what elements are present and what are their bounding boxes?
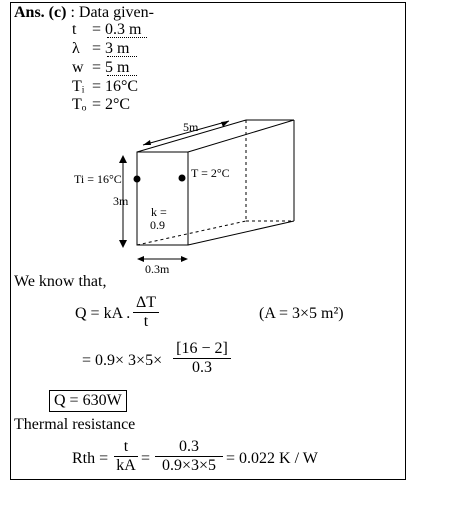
length-arrow-left	[143, 140, 151, 145]
eq2-left: = 0.9× 3×5×	[82, 352, 163, 369]
rth-left: Rth =	[72, 450, 109, 467]
rth-equals: =	[141, 450, 151, 467]
given-lambda-val: = 3 m	[92, 40, 130, 57]
rth-fraction-1	[114, 438, 138, 475]
given-lambda-sym: λ	[72, 40, 80, 57]
eq1-left: Q = kA .	[75, 305, 131, 322]
eq1-fraction	[133, 294, 159, 331]
rth-denominator-2: 0.9×3×5	[155, 456, 223, 475]
thickness-arrow-left	[137, 256, 144, 262]
result-box: Q = 630W	[49, 390, 127, 412]
eq2-fraction	[173, 340, 231, 377]
outer-temp-point	[179, 175, 186, 182]
given-t-val: = 0.3 m	[92, 21, 142, 38]
given-to-sym: Tₒ	[72, 96, 87, 113]
eq1-numerator: ΔT	[135, 294, 157, 311]
answer-label: Ans. (c)	[14, 4, 67, 21]
conductivity-label: k =	[151, 205, 167, 219]
eq2-numerator: [16 − 2]	[176, 340, 228, 357]
rth-result: = 0.022 K / W	[226, 450, 318, 467]
wall-top-edge-front	[188, 120, 294, 152]
eq2-denominator: 0.3	[173, 358, 231, 377]
rth-denominator-1: kA	[114, 456, 138, 475]
rth-numerator-1: t	[123, 438, 129, 455]
inner-temp-label: Ti = 16°C	[74, 172, 122, 186]
answer-heading-text: : Data given-	[70, 4, 154, 21]
thickness-label: 0.3m	[145, 262, 170, 276]
rth-fraction-2	[155, 438, 223, 475]
eq1-denominator: t	[133, 312, 159, 331]
rth-numerator-2: 0.3	[179, 438, 199, 455]
height-arrow-bottom	[119, 240, 127, 248]
conductivity-value: 0.9	[150, 218, 165, 232]
inner-temp-point	[134, 176, 141, 183]
thickness-arrow-right	[181, 256, 188, 262]
given-ti-sym: Tᵢ	[72, 78, 85, 95]
given-ti-val: = 16°C	[92, 78, 139, 95]
given-w-sym: w	[72, 59, 84, 76]
given-w-val: = 5 m	[92, 59, 130, 76]
height-arrow-top	[119, 155, 127, 163]
thermal-resistance-heading: Thermal resistance	[14, 416, 136, 433]
given-t-sym: t	[72, 21, 77, 38]
we-know-text: We know that,	[14, 273, 107, 290]
length-label: 5m	[183, 120, 199, 134]
wall-bottom-edge	[188, 221, 294, 245]
outer-temp-label: T = 2°C	[191, 166, 230, 180]
area-note: (A = 3×5 m²)	[259, 305, 344, 322]
height-label: 3m	[113, 194, 129, 208]
given-to-val: = 2°C	[92, 96, 131, 113]
